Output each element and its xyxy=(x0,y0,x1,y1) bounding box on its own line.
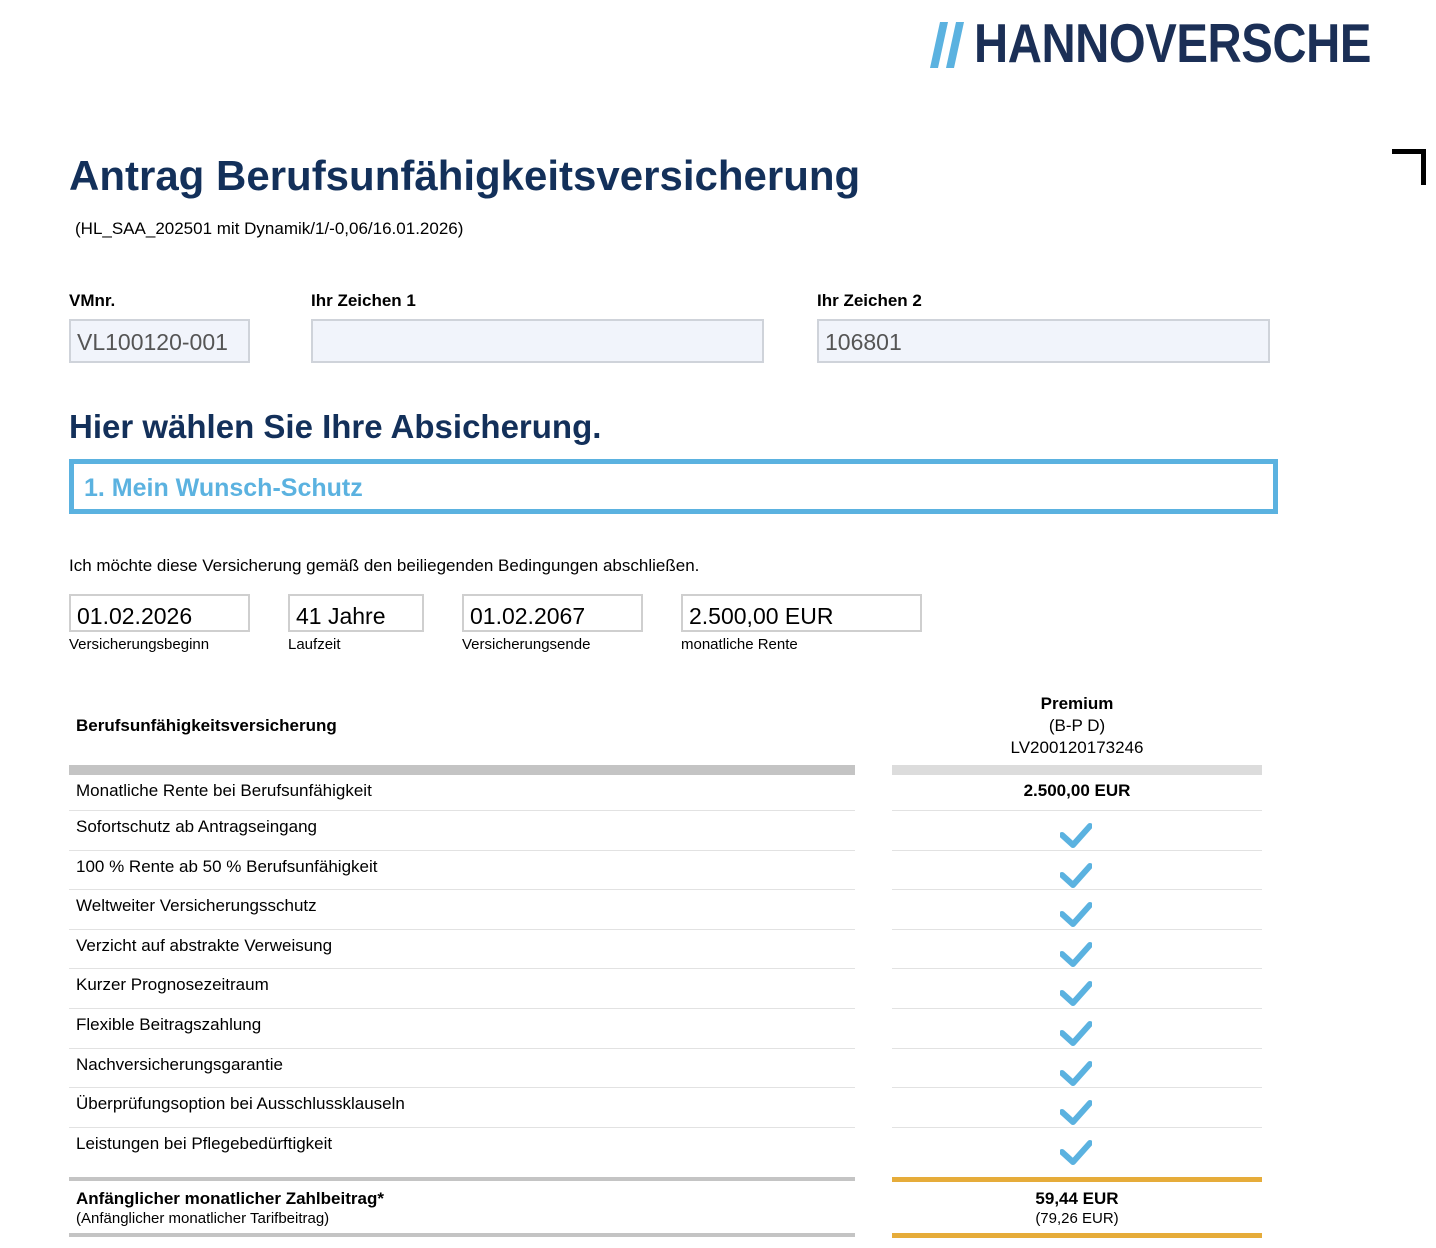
row-divider xyxy=(892,1008,1262,1009)
logo-slash-icon xyxy=(930,22,970,68)
total-top-bar-left xyxy=(69,1177,855,1181)
table-top-bar-right xyxy=(892,765,1262,775)
plan-code: (B-P D) xyxy=(1048,716,1106,735)
feature-label: Sofortschutz ab Antragseingang xyxy=(76,817,317,836)
check-icon xyxy=(1060,1100,1092,1126)
zeichen1-field[interactable] xyxy=(311,319,764,363)
row-divider xyxy=(69,810,855,811)
monatliche-rente-caption: monatliche Rente xyxy=(681,636,798,653)
check-icon xyxy=(1060,1021,1092,1047)
feature-label: Überprüfungsoption bei Ausschlussklauseln xyxy=(76,1094,405,1114)
total-sub-value: (79,26 EUR) xyxy=(1035,1210,1119,1227)
row-divider xyxy=(892,1048,1262,1049)
row-divider xyxy=(69,929,855,930)
total-value: 59,44 EUR xyxy=(1035,1189,1119,1208)
laufzeit-field[interactable]: 41 Jahre xyxy=(288,594,424,632)
feature-label: 100 % Rente ab 50 % Berufsunfähigkeit xyxy=(76,856,378,876)
table-heading: Berufsunfähigkeitsversicherung xyxy=(76,716,337,735)
check-icon xyxy=(1060,942,1092,968)
versicherungsende-field[interactable]: 01.02.2067 xyxy=(462,594,643,632)
rente-row-value: 2.500,00 EUR xyxy=(1023,781,1131,800)
laufzeit-caption: Laufzeit xyxy=(288,636,341,653)
versicherungsbeginn-caption: Versicherungsbeginn xyxy=(69,636,210,653)
check-icon xyxy=(1060,823,1092,849)
plan-number: LV200120173246 xyxy=(1010,738,1144,757)
zeichen1-label: Ihr Zeichen 1 xyxy=(311,291,416,310)
table-top-bar-left xyxy=(69,765,855,775)
row-divider xyxy=(892,850,1262,851)
row-divider xyxy=(69,1127,855,1128)
wunsch-schutz-title: 1. Mein Wunsch-Schutz xyxy=(84,474,363,502)
row-divider xyxy=(69,850,855,851)
versicherungsbeginn-field[interactable]: 01.02.2026 xyxy=(69,594,250,632)
row-divider xyxy=(892,929,1262,930)
row-divider xyxy=(892,889,1262,890)
check-icon xyxy=(1060,1140,1092,1166)
row-divider xyxy=(892,1127,1262,1128)
zeichen2-field[interactable]: 106801 xyxy=(817,319,1270,363)
feature-label: Nachversicherungsgarantie xyxy=(76,1054,283,1074)
check-icon xyxy=(1060,863,1092,889)
corner-mark xyxy=(1392,149,1426,185)
logo-text: HANNOVERSCHE xyxy=(974,12,1371,74)
check-icon xyxy=(1060,981,1092,1007)
row-divider xyxy=(69,889,855,890)
page-title: Antrag Berufsunfähigkeitsversicherung xyxy=(69,152,861,199)
intro-text: Ich möchte diese Versicherung gemäß den beiliegenden Bedingungen abschließen. xyxy=(69,556,700,575)
company-logo xyxy=(930,12,1390,74)
total-top-bar-right xyxy=(892,1177,1262,1182)
row-divider xyxy=(69,968,855,969)
row-divider xyxy=(892,810,1262,811)
check-icon xyxy=(1060,902,1092,928)
row-divider xyxy=(892,1087,1262,1088)
feature-label: Leistungen bei Pflegebedürftigkeit xyxy=(76,1133,333,1153)
total-label: Anfänglicher monatlicher Zahlbeitrag* xyxy=(76,1189,384,1208)
feature-label: Kurzer Prognosezeitraum xyxy=(76,975,269,995)
feature-label: Verzicht auf abstrakte Verweisung xyxy=(76,935,333,955)
rente-row-label: Monatliche Rente bei Berufsunfähigkeit xyxy=(76,781,372,800)
plan-name: Premium xyxy=(1040,694,1114,713)
versicherungsende-caption: Versicherungsende xyxy=(462,636,591,653)
vmnr-field[interactable]: VL100120-001 xyxy=(69,319,250,363)
vmnr-label: VMnr. xyxy=(69,291,116,310)
check-icon xyxy=(1060,1061,1092,1087)
feature-label: Weltweiter Versicherungsschutz xyxy=(76,896,317,916)
zeichen2-label: Ihr Zeichen 2 xyxy=(817,291,922,310)
wunsch-schutz-box xyxy=(69,459,1278,514)
total-bottom-bar-left xyxy=(69,1233,855,1237)
row-divider xyxy=(69,1008,855,1009)
feature-label: Flexible Beitragszahlung xyxy=(76,1015,262,1034)
row-divider xyxy=(69,1048,855,1049)
total-bottom-bar-right xyxy=(892,1233,1262,1238)
row-divider xyxy=(69,1087,855,1088)
section-heading: Hier wählen Sie Ihre Absicherung. xyxy=(69,408,602,445)
page-subtitle: (HL_SAA_202501 mit Dynamik/1/-0,06/16.01.2026) xyxy=(75,219,464,238)
monatliche-rente-field[interactable]: 2.500,00 EUR xyxy=(681,594,922,632)
row-divider xyxy=(892,968,1262,969)
total-sub-label: (Anfänglicher monatlicher Tarifbeitrag) xyxy=(76,1210,330,1227)
